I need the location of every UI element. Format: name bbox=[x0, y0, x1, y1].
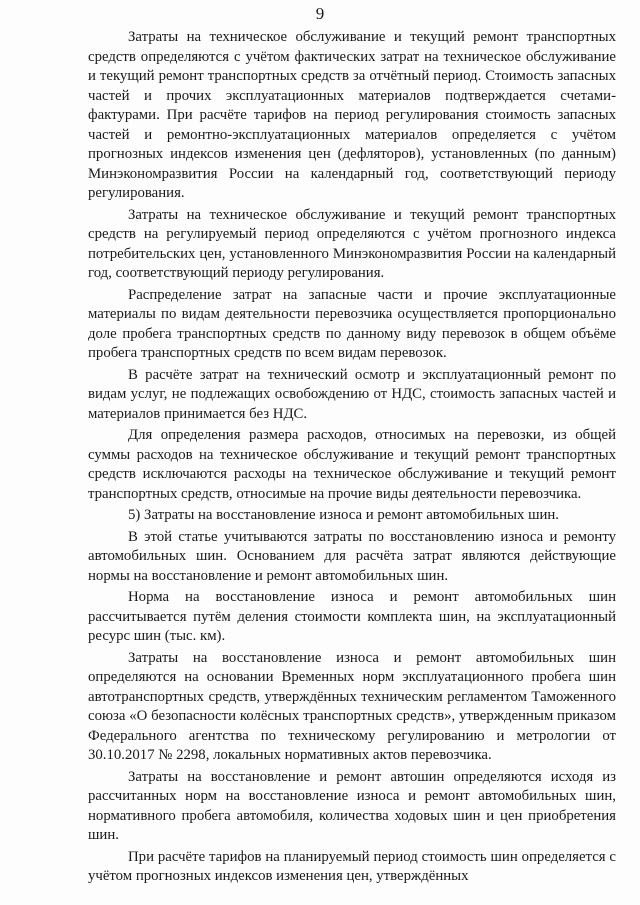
paragraph: При расчёте тарифов на планируемый период стоимость шин определяется с учётом прогнозных индексов изменения цен, утверждённых bbox=[88, 848, 616, 884]
paragraph: Распределение затрат на запасные части и прочие эксплуатационные материалы по видам деятельности перевозчика осуществляется пропорционально доле пробега транспортных средств по данному виду перевозок в общем объёме пробега транспортных средств по всем видам перевозок. bbox=[88, 286, 616, 361]
page-number: 9 bbox=[315, 4, 325, 23]
paragraph: Затраты на техническое обслуживание и текущий ремонт транспортных средств определяются с учётом фактических затрат на техническое обслуживание и текущий ремонт транспортных средств за отчётный период. Стоимость запасных частей и прочих эксплуатационных материалов подтверждается счетами-фактурами. При расчёте тарифов на период регулирования стоимость запасных частей и ремонтно-эксплуатационных материалов определяется с учётом прогнозных индексов изменения цен (дефляторов), установленных (по данным) Минэкономразвития России на календарный год, соответствующий периоду регулирования. bbox=[88, 29, 616, 201]
paragraph: Норма на восстановление износа и ремонт автомобильных шин рассчитывается путём деления стоимости комплекта шин, на эксплуатационный ресурс шин (тыс. км). bbox=[88, 589, 616, 644]
paragraph: В этой статье учитываются затраты по восстановлению износа и ремонту автомобильных шин. Основанием для расчёта затрат являются действующие нормы на восстановление и ремонт автомобильных шин. bbox=[88, 528, 616, 584]
section-heading: 5) Затраты на восстановление износа и ремонт автомобильных шин. bbox=[128, 507, 560, 523]
paragraph: В расчёте затрат на технический осмотр и эксплуатационный ремонт по видам услуг, не подлежащих освобождению от НДС, стоимость запасных частей и материалов принимается без НДС. bbox=[88, 366, 616, 422]
paragraph: Затраты на восстановление износа и ремонт автомобильных шин определяются на основании Временных норм эксплуатационного пробега шин автотранспортных средств, утверждённых техническим регламентом Таможенного союза «О безопасности колёсных транспортных средств», утвержденным приказом Федерального агентства по техническому регулированию и метрологии от 30.10.2017 № 2298, локальных нормативных актов перевозчика. bbox=[88, 649, 616, 763]
document-body bbox=[88, 28, 616, 889]
paragraph: Для определения размера расходов, относимых на перевозки, из общей суммы расходов на техническое обслуживание и текущий ремонт транспортных средств исключаются расходы на техническое обслуживание и текущий ремонт транспортных средств, относимые на прочие виды деятельности перевозчика. bbox=[88, 427, 616, 502]
paragraph: Затраты на техническое обслуживание и текущий ремонт транспортных средств на регулируемый период определяются с учётом прогнозного индекса потребительских цен, установленного Минэкономразвития России на календарный год, соответствующий периоду регулирования. bbox=[88, 206, 616, 281]
paragraph: Затраты на восстановление и ремонт автошин определяются исходя из рассчитанных норм на восстановление износа и ремонт автомобильных шин, нормативного пробега автомобиля, количества ходовых шин и цен приобретения шин. bbox=[88, 768, 616, 843]
